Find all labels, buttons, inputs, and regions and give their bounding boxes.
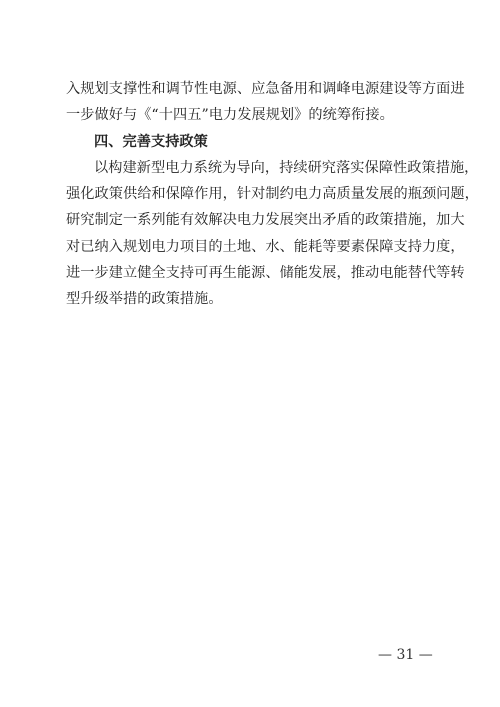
page-number: — 31 — (378, 647, 433, 663)
paragraph-line-6: 型升级举措的政策措施。 (66, 291, 223, 308)
paragraph-line-2: 强化政策供给和保障作用，针对制约电力高质量发展的瓶颈问题， (66, 186, 479, 203)
paragraph-line-4: 对已纳入规划电力项目的土地、水、能耗等要素保障支持力度， (66, 238, 465, 255)
continued-paragraph-line-2: 一步做好与《“十四五”电力发展规划》的统筹衔接。 (66, 107, 394, 124)
paragraph-line-1: 以构建新型电力系统为导向，持续研究落实保障性政策措施， (94, 159, 479, 176)
section-heading: 四、完善支持政策 (94, 133, 208, 150)
document-body (66, 76, 479, 313)
paragraph-line-5: 进一步建立健全支持可再生能源、储能发展，推动电能替代等转 (66, 265, 465, 282)
continued-paragraph-line-1: 入规划支撑性和调节性电源、应急备用和调峰电源建设等方面进 (66, 81, 465, 97)
paragraph-line-3: 研究制定一系列能有效解决电力发展突出矛盾的政策措施，加大 (66, 212, 465, 229)
